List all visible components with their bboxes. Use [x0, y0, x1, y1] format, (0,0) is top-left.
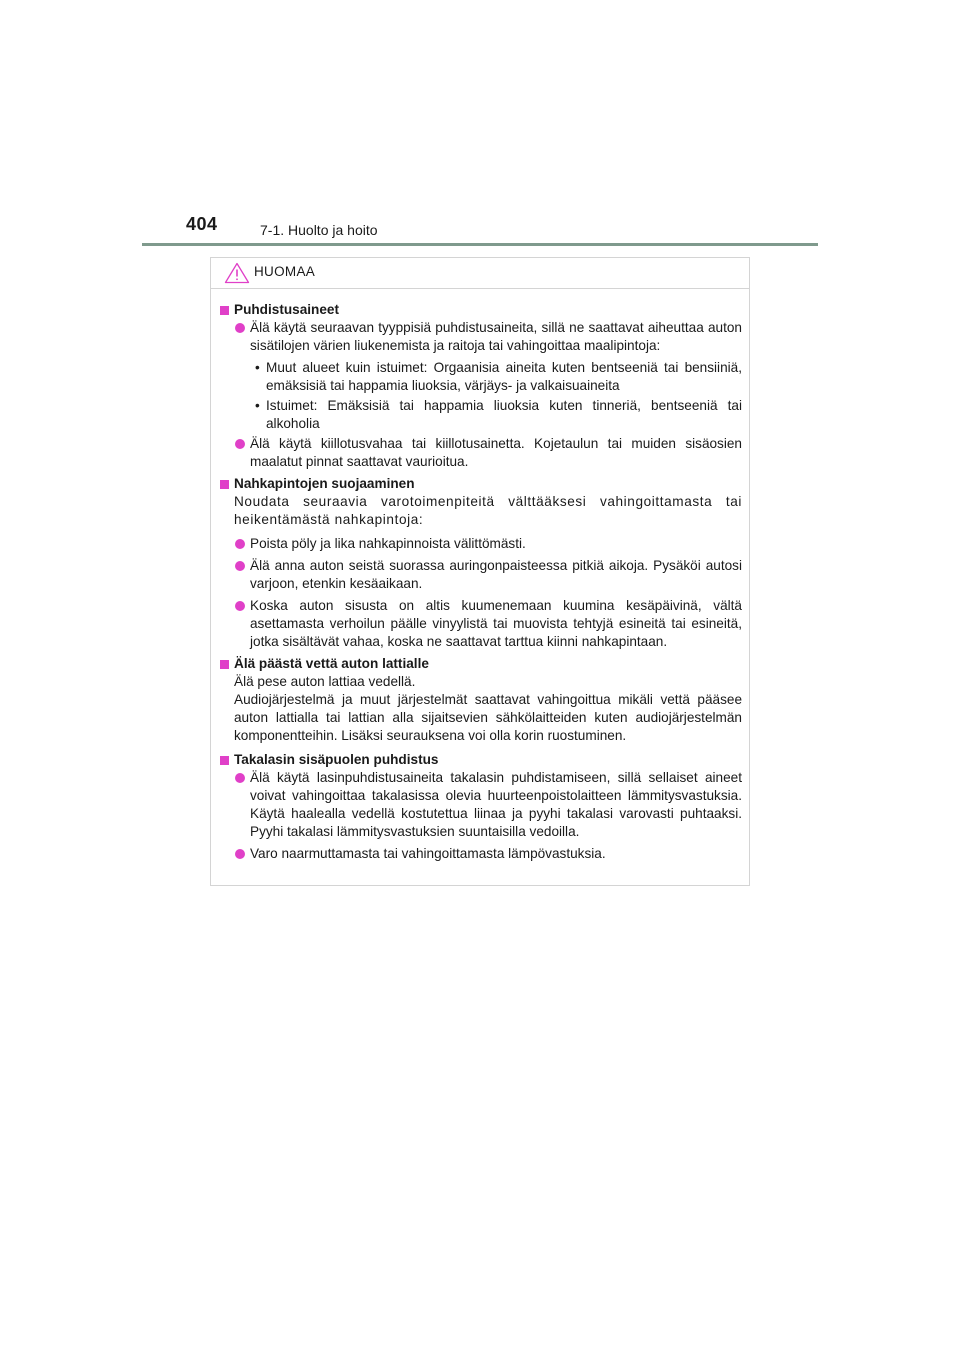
dot-bullet-icon: • [255, 360, 260, 375]
notice-header [211, 258, 749, 289]
section-rear-window [218, 751, 742, 863]
list-item: Varo naarmuttamasta tai vahingoittamasta lämpövastuksia. [218, 845, 742, 863]
section-intro: Noudata seuraavia varotoimenpiteitä välttääksesi vahingoittamasta tai heikentämästä nahkapintoja: [234, 494, 742, 527]
section-heading: Takalasin sisäpuolen puhdistus [218, 751, 742, 769]
square-bullet-icon [220, 306, 229, 315]
sub-list-item: • Muut alueet kuin istuimet: Orgaanisia aineita kuten bentseeniä tai bensiiniä, emäksisiä tai happamia liuoksia, värjäys- ja valkaisuaineita [255, 360, 742, 393]
notice-title: HUOMAA [254, 264, 316, 279]
paragraph: Älä pese auton lattiaa vedellä. [234, 674, 416, 689]
section-cleaning-agents [218, 301, 742, 471]
section-floor-water [218, 655, 742, 745]
section-heading: Puhdistusaineet [218, 301, 742, 319]
list-item: Poista pöly ja lika nahkapinnoista välittömästi. [218, 535, 742, 553]
list-item: Älä käytä kiillotusvahaa tai kiillotusainetta. Kojetaulun tai muiden sisäosien maalatut pinnat saattavat vaurioitua. [218, 435, 742, 471]
notice-body [211, 289, 749, 863]
dot-bullet-icon: • [255, 398, 260, 413]
section-heading: Älä päästä vettä auton lattialle [218, 655, 742, 673]
section-title: 7-1. Huolto ja hoito [260, 222, 378, 238]
round-bullet-icon [235, 773, 245, 783]
section-leather-protection [218, 475, 742, 651]
square-bullet-icon [220, 756, 229, 765]
warning-triangle-icon [224, 262, 250, 284]
sub-list [218, 359, 742, 433]
round-bullet-icon [235, 439, 245, 449]
round-bullet-icon [235, 849, 245, 859]
square-bullet-icon [220, 480, 229, 489]
notice-box [210, 257, 750, 886]
list-item: Älä anna auton seistä suorassa auringonpaisteessa pitkiä aikoja. Pysäköi autosi varjoon, etenkin kesäaikaan. [218, 557, 742, 593]
list-item: Älä käytä lasinpuhdistusaineita takalasin puhdistamiseen, sillä sellaiset aineet voivat vahingoittaa takalasissa olevia huurteenpoistolaitteen lämmitysvastuksia. Käytä haalealla vedellä kostutettua liinaa ja pyyhi takalasi varovasti puhtaaksi. Pyyhi takalasi lämmitysvastuksien suuntaisilla vedoilla. [218, 769, 742, 841]
paragraph: Audiojärjestelmä ja muut järjestelmät saattavat vahingoittua mikäli vettä pääsee auton lattialla tai lattian alla sijaitsevien sähkölaitteiden kuten audiojärjestelmän komponentteihin. Lisäksi seurauksena voi olla korin ruostuminen. [234, 692, 742, 743]
square-bullet-icon [220, 660, 229, 669]
round-bullet-icon [235, 561, 245, 571]
round-bullet-icon [235, 539, 245, 549]
round-bullet-icon [235, 601, 245, 611]
sub-list-item: • Istuimet: Emäksisiä tai happamia liuoksia kuten tinneriä, bentseeniä tai alkoholia [255, 398, 742, 431]
section-heading: Nahkapintojen suojaaminen [218, 475, 742, 493]
header-divider [142, 243, 818, 246]
list-item: Älä käytä seuraavan tyyppisiä puhdistusaineita, sillä ne saattavat aiheuttaa auton sisätilojen värien liukenemista ja raitoja tai vahingoittaa maalipintoja: [218, 319, 742, 355]
round-bullet-icon [235, 323, 245, 333]
list-item: Koska auton sisusta on altis kuumenemaan kuumina kesäpäivinä, vältä asettamasta verhoilun päälle vinyylistä tai muovista tehtyjä esineitä tai esineitä, jotka sisältävät vahaa, koska ne saattavat tarttua kiinni nahkapintaan. [218, 597, 742, 651]
page-number: 404 [186, 214, 218, 234]
